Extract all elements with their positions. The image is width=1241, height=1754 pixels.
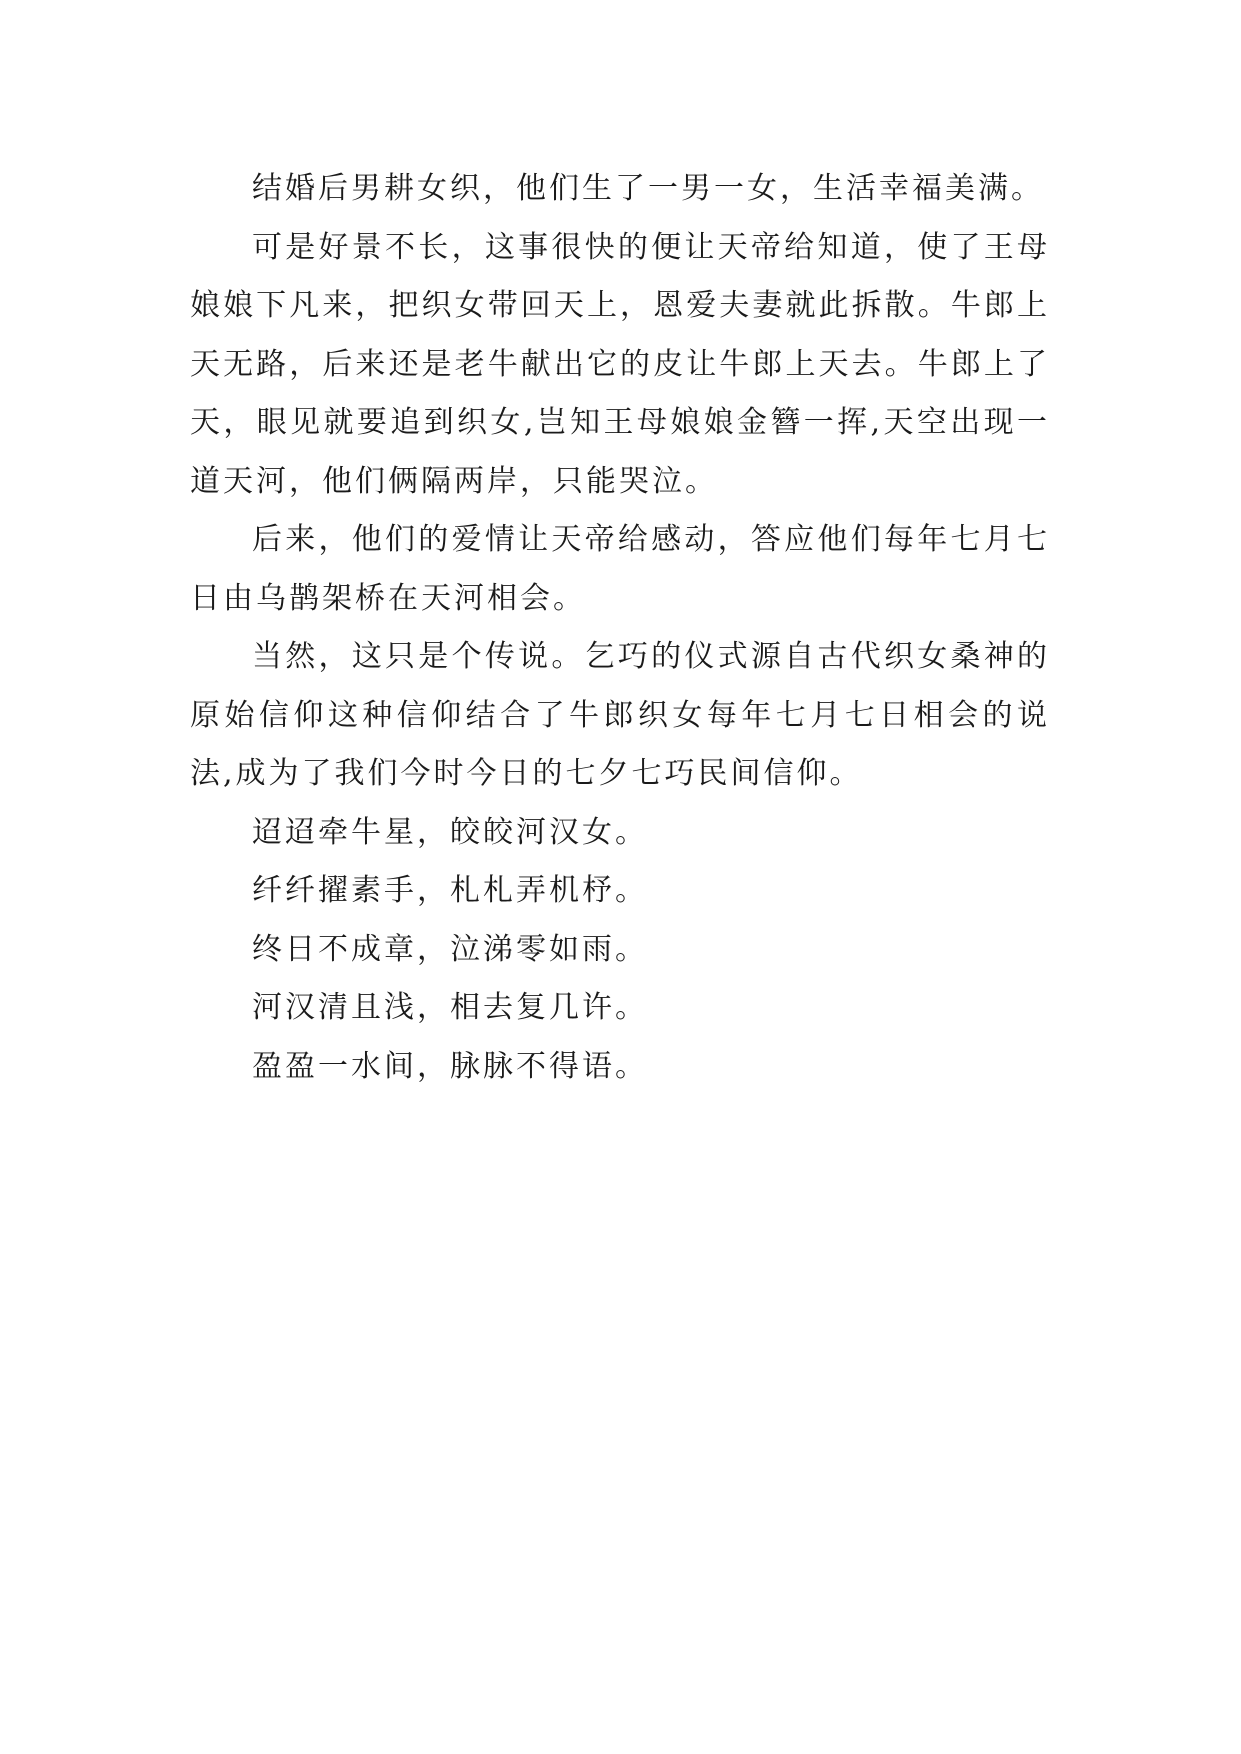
poem-line-3: 终日不成章，泣涕零如雨。 bbox=[252, 931, 648, 967]
paragraph-4: 当然，这只是个传说。乞巧的仪式源自古代织女桑神的原始信仰这种信仰结合了牛郎织女每年七月七日相会的说法,成为了我们今时今日的七夕七巧民间信仰。 bbox=[190, 639, 1050, 791]
poem-line-4: 河汉清且浅，相去复几许。 bbox=[252, 990, 648, 1025]
paragraph-3: 后来，他们的爱情让天帝给感动，答应他们每年七月七日由乌鹊架桥在天河相会。 bbox=[190, 522, 1050, 616]
poem-line-2: 纤纤擢素手，札札弄机杼。 bbox=[252, 873, 648, 908]
document-body bbox=[190, 160, 1050, 1096]
poem-line-1: 迢迢牵牛星，皎皎河汉女。 bbox=[252, 814, 648, 850]
paragraph-2: 可是好景不长，这事很快的便让天帝给知道，使了王母娘娘下凡来，把织女带回天上，恩爱夫妻就此拆散。牛郎上天无路，后来还是老牛献出它的皮让牛郎上天去。牛郎上了天，眼见就要追到织女,岂知王母娘娘金簪一挥,天空出现一道天河，他们俩隔两岸，只能哭泣。 bbox=[190, 229, 1050, 499]
paragraph-1: 结婚后男耕女织，他们生了一男一女，生活幸福美满。 bbox=[252, 171, 1044, 206]
poem-line-5: 盈盈一水间，脉脉不得语。 bbox=[252, 1048, 648, 1084]
